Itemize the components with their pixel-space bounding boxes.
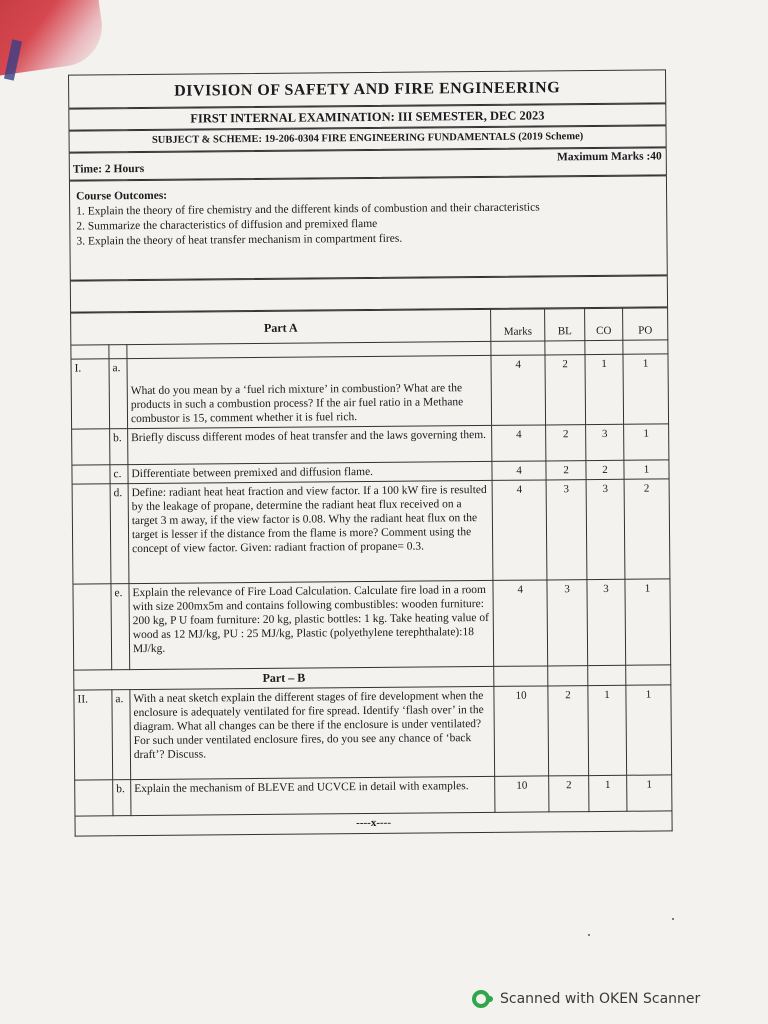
col-bl-header: BL — [545, 309, 585, 341]
question-text: Differentiate between premixed and diffusion flame. — [128, 461, 492, 483]
exam-paper — [68, 69, 673, 860]
po-cell: 1 — [625, 579, 671, 665]
table-row — [72, 479, 670, 584]
sub-question-label: b. — [110, 429, 128, 465]
question-text: Briefly discuss different modes of heat transfer and the laws governing them. — [128, 425, 493, 464]
col-po-header: PO — [623, 308, 668, 340]
sub-question-label: e. — [111, 584, 130, 670]
marks-cell: 4 — [492, 480, 547, 580]
co-cell: 3 — [586, 424, 624, 460]
table-row — [75, 775, 672, 816]
marks-cell: 4 — [492, 425, 546, 461]
oken-scanner-logo-icon — [472, 990, 490, 1008]
question-text: Define: radiant heat heat fraction and view factor. If a 100 kW fire is resulted by the leakage of propane, determine the radiant heat flux received on a target 3 m away, if the view factor is 0.08. Why the radiant heat flux on the target is lesser if the distance from the flame is more? Comment using the concept of view factor. Given: radiant fraction of propane= 0.3. — [128, 480, 493, 583]
question-number — [75, 780, 113, 816]
co-cell: 1 — [589, 775, 627, 811]
table-row — [74, 685, 672, 780]
po-cell: 1 — [626, 685, 672, 775]
question-number — [72, 484, 111, 584]
sub-question-label: a. — [109, 359, 128, 429]
col-co-header: CO — [585, 308, 623, 340]
exam-title: FIRST INTERNAL EXAMINATION: III SEMESTER, DEC 2023 — [190, 108, 545, 126]
question-text: Explain the relevance of Fire Load Calculation. Calculate fire load in a room with size 200mx5m and contains following combustibles: wooden furniture: 200 kg, P U foam furniture: 20 kg, plastic bottles: 1 kg. Take heating value of wood as 12 MJ/kg, PU : 25 MJ/kg, Plastic (polyethylene terephthalate):18 MJ/kg. — [129, 580, 494, 669]
end-of-paper-mark: ----x---- — [75, 811, 672, 836]
scanner-watermark — [472, 990, 700, 1008]
course-outcome-1: 1. Explain the theory of fire chemistry and the different kinds of combustion and their characteristics — [76, 201, 540, 218]
bl-cell: 2 — [546, 461, 586, 480]
department-box — [68, 69, 666, 108]
end-row — [75, 811, 672, 836]
question-text: Explain the mechanism of BLEVE and UCVCE in detail with examples. — [131, 776, 496, 815]
part-b-heading: Part – B — [74, 666, 494, 690]
bl-cell: 3 — [546, 480, 587, 580]
bl-cell: 2 — [548, 686, 589, 776]
po-cell: 2 — [624, 479, 670, 579]
marks-cell: 10 — [494, 686, 549, 776]
sub-question-label: d. — [110, 484, 129, 584]
question-number: I. — [71, 359, 110, 429]
question-number: II. — [74, 690, 113, 780]
co-cell: 3 — [587, 579, 626, 665]
question-number — [72, 465, 110, 484]
table-row — [71, 354, 669, 429]
time-label: Time: 2 Hours — [72, 162, 145, 176]
sub-question-label: c. — [110, 465, 128, 484]
question-table — [70, 307, 673, 836]
question-text: With a neat sketch explain the different stages of fire development when the enclosure is adequately ventilated for fire spread. Identify ‘flash over’ in the diagram. What all changes can be there if the enclosure is under ventilated? For such under ventilated enclosure fires, do you see any chance of ‘back draft’? Discuss. — [130, 686, 495, 779]
part-a-heading: Part A — [71, 309, 491, 345]
sub-question-label: a. — [112, 690, 131, 780]
course-outcome-2: 2. Summarize the characteristics of diffusion and premixed flame — [76, 217, 378, 233]
po-cell: 1 — [627, 775, 672, 811]
scanner-text: Scanned with OKEN Scanner — [500, 991, 701, 1007]
part-a-header-row — [71, 308, 668, 345]
course-outcomes-heading: Course Outcomes: — [76, 189, 168, 203]
po-cell: 1 — [624, 424, 669, 460]
po-cell: 1 — [624, 460, 669, 479]
col-marks-header: Marks — [491, 309, 545, 341]
marks-cell: 4 — [491, 355, 546, 425]
table-row — [73, 579, 671, 670]
table-row — [72, 424, 669, 465]
question-text: What do you mean by a ‘fuel rich mixture’ in combustion? What are the products in such a combustion process? If the air fuel ratio in a Methane combustor is 15, comment whether it is fuel rich. — [127, 355, 492, 428]
co-cell: 1 — [585, 354, 624, 424]
sub-question-label: b. — [113, 780, 131, 816]
max-marks-label: Maximum Marks :40 — [556, 150, 662, 164]
question-number — [72, 429, 110, 465]
co-cell: 1 — [588, 685, 627, 775]
course-outcomes-box — [69, 175, 668, 280]
po-cell: 1 — [623, 354, 669, 424]
bl-cell: 2 — [549, 776, 589, 812]
course-outcome-3: 3. Explain the theory of heat transfer mechanism in compartment fires. — [76, 232, 403, 248]
bl-cell: 3 — [547, 580, 588, 666]
question-number — [73, 584, 112, 670]
blank-row — [70, 275, 668, 312]
marks-cell: 4 — [492, 461, 546, 480]
co-cell: 2 — [586, 460, 624, 479]
department-title: DIVISION OF SAFETY AND FIRE ENGINEERING — [174, 79, 561, 100]
bl-cell: 2 — [546, 425, 586, 461]
co-cell: 3 — [586, 479, 625, 579]
subject-line: SUBJECT & SCHEME: 19-206-0304 FIRE ENGINEERING FUNDAMENTALS (2019 Scheme) — [151, 131, 584, 146]
marks-cell: 10 — [495, 776, 549, 812]
marks-cell: 4 — [493, 580, 548, 666]
scan-speck — [588, 934, 590, 936]
scan-speck — [672, 918, 674, 920]
bl-cell: 2 — [545, 355, 586, 425]
